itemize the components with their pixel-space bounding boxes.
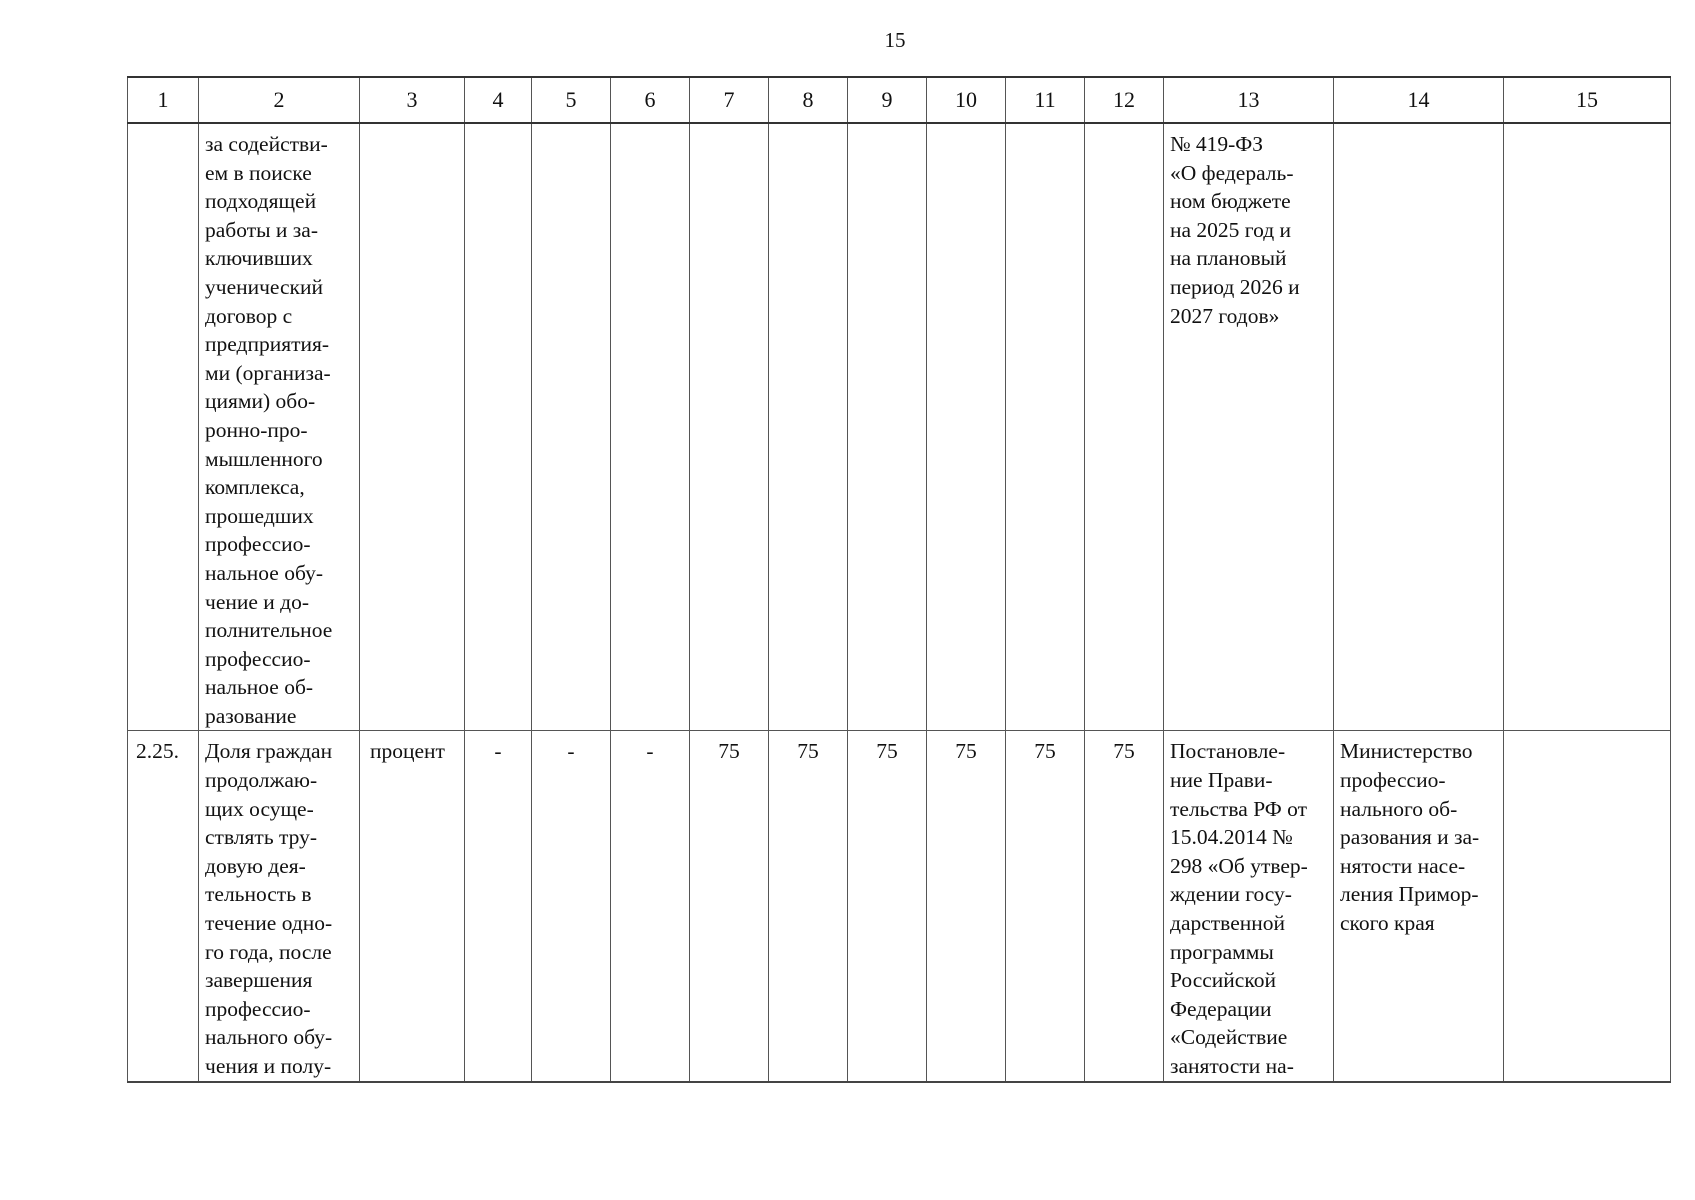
responsible-body: Министерство профессио- нального об- разования и за- нятости насе- ления Примор- ского края: [1340, 739, 1480, 936]
unit-of-measure: процент: [370, 739, 445, 764]
table-cell: [690, 731, 769, 1083]
table-cell: [1006, 123, 1085, 731]
table-cell: [848, 123, 927, 731]
note-cell: [1504, 731, 1670, 737]
table-cell: [927, 123, 1006, 731]
table-cell: [532, 731, 611, 1083]
column-header: 6: [611, 77, 690, 123]
column-header: 1: [128, 77, 199, 123]
table-cell: [128, 731, 199, 1083]
table-cell: [690, 123, 769, 731]
table-cell: [611, 123, 690, 731]
column-header: 7: [690, 77, 769, 123]
table-cell: [1504, 123, 1671, 731]
table-cell: [360, 731, 465, 1083]
column-header: 9: [848, 77, 927, 123]
table-cell: [465, 123, 532, 731]
column-header: 8: [769, 77, 848, 123]
value-cell: -: [567, 739, 575, 764]
column-header: 5: [532, 77, 611, 123]
table-cell: [199, 731, 360, 1083]
table-cell: [1006, 731, 1085, 1083]
table-cell: [927, 731, 1006, 1083]
legal-basis: Постановле- ние Прави- тельства РФ от 15.04.2014 № 298 «Об утвер- ждении госу- дарственной программы Российской Федерации «Содействие занятости на-: [1170, 739, 1308, 1078]
value-cell: 75: [718, 739, 740, 764]
column-header: 2: [199, 77, 360, 123]
row-number: 2.25.: [136, 739, 179, 764]
table-cell: [769, 123, 848, 731]
table-cell: [360, 123, 465, 731]
table-cell: [199, 123, 360, 731]
indicator-name: Доля граждан продолжаю- щих осуще- ствлять тру- довую дея- тельность в течение одно- го года, после завершения профессио- нального обу- чения и полу-: [205, 739, 333, 1078]
value-cell: -: [494, 739, 502, 764]
column-header: 12: [1085, 77, 1164, 123]
value-cell: 75: [1113, 739, 1135, 764]
table-header-row: [128, 77, 1671, 123]
column-header: 10: [927, 77, 1006, 123]
value-cell: 75: [1034, 739, 1056, 764]
table-cell: [1164, 123, 1334, 731]
table-cell: [611, 731, 690, 1083]
table-cell: [848, 731, 927, 1083]
value-cell: 75: [876, 739, 898, 764]
column-header: 4: [465, 77, 532, 123]
table-cell: [1504, 731, 1671, 1083]
table-cell: [1085, 731, 1164, 1083]
column-header: 11: [1006, 77, 1085, 123]
column-header: 13: [1164, 77, 1334, 123]
column-header: 3: [360, 77, 465, 123]
table-cell: [1164, 731, 1334, 1083]
indicators-table: [127, 76, 1671, 1083]
table-row: [128, 123, 1671, 731]
table-cell: [532, 123, 611, 731]
table-cell: [769, 731, 848, 1083]
table-cell: [1334, 123, 1504, 731]
legal-basis-continuation: № 419-ФЗ «О федераль- ном бюджете на 2025 год и на плановый период 2026 и 2027 годов»: [1170, 132, 1300, 328]
table-row: [128, 731, 1671, 1083]
value-cell: -: [646, 739, 654, 764]
column-header: 14: [1334, 77, 1504, 123]
table-cell: [1085, 123, 1164, 731]
indicator-name-continuation: за содействи- ем в поиске подходящей работы и за- ключивших ученический договор с предприятия- ми (организа- циями) обо- ронно-про- мышленного комплекса, прошедших профессио- нальное обу- чение и до- полнительное профессио- нальное об- разование: [205, 132, 333, 728]
table-cell: [128, 123, 199, 731]
value-cell: 75: [797, 739, 819, 764]
value-cell: 75: [955, 739, 977, 764]
page-number: 15: [884, 28, 906, 52]
table-cell: [465, 731, 532, 1083]
table-cell: [1334, 731, 1504, 1083]
column-header: 15: [1504, 77, 1671, 123]
